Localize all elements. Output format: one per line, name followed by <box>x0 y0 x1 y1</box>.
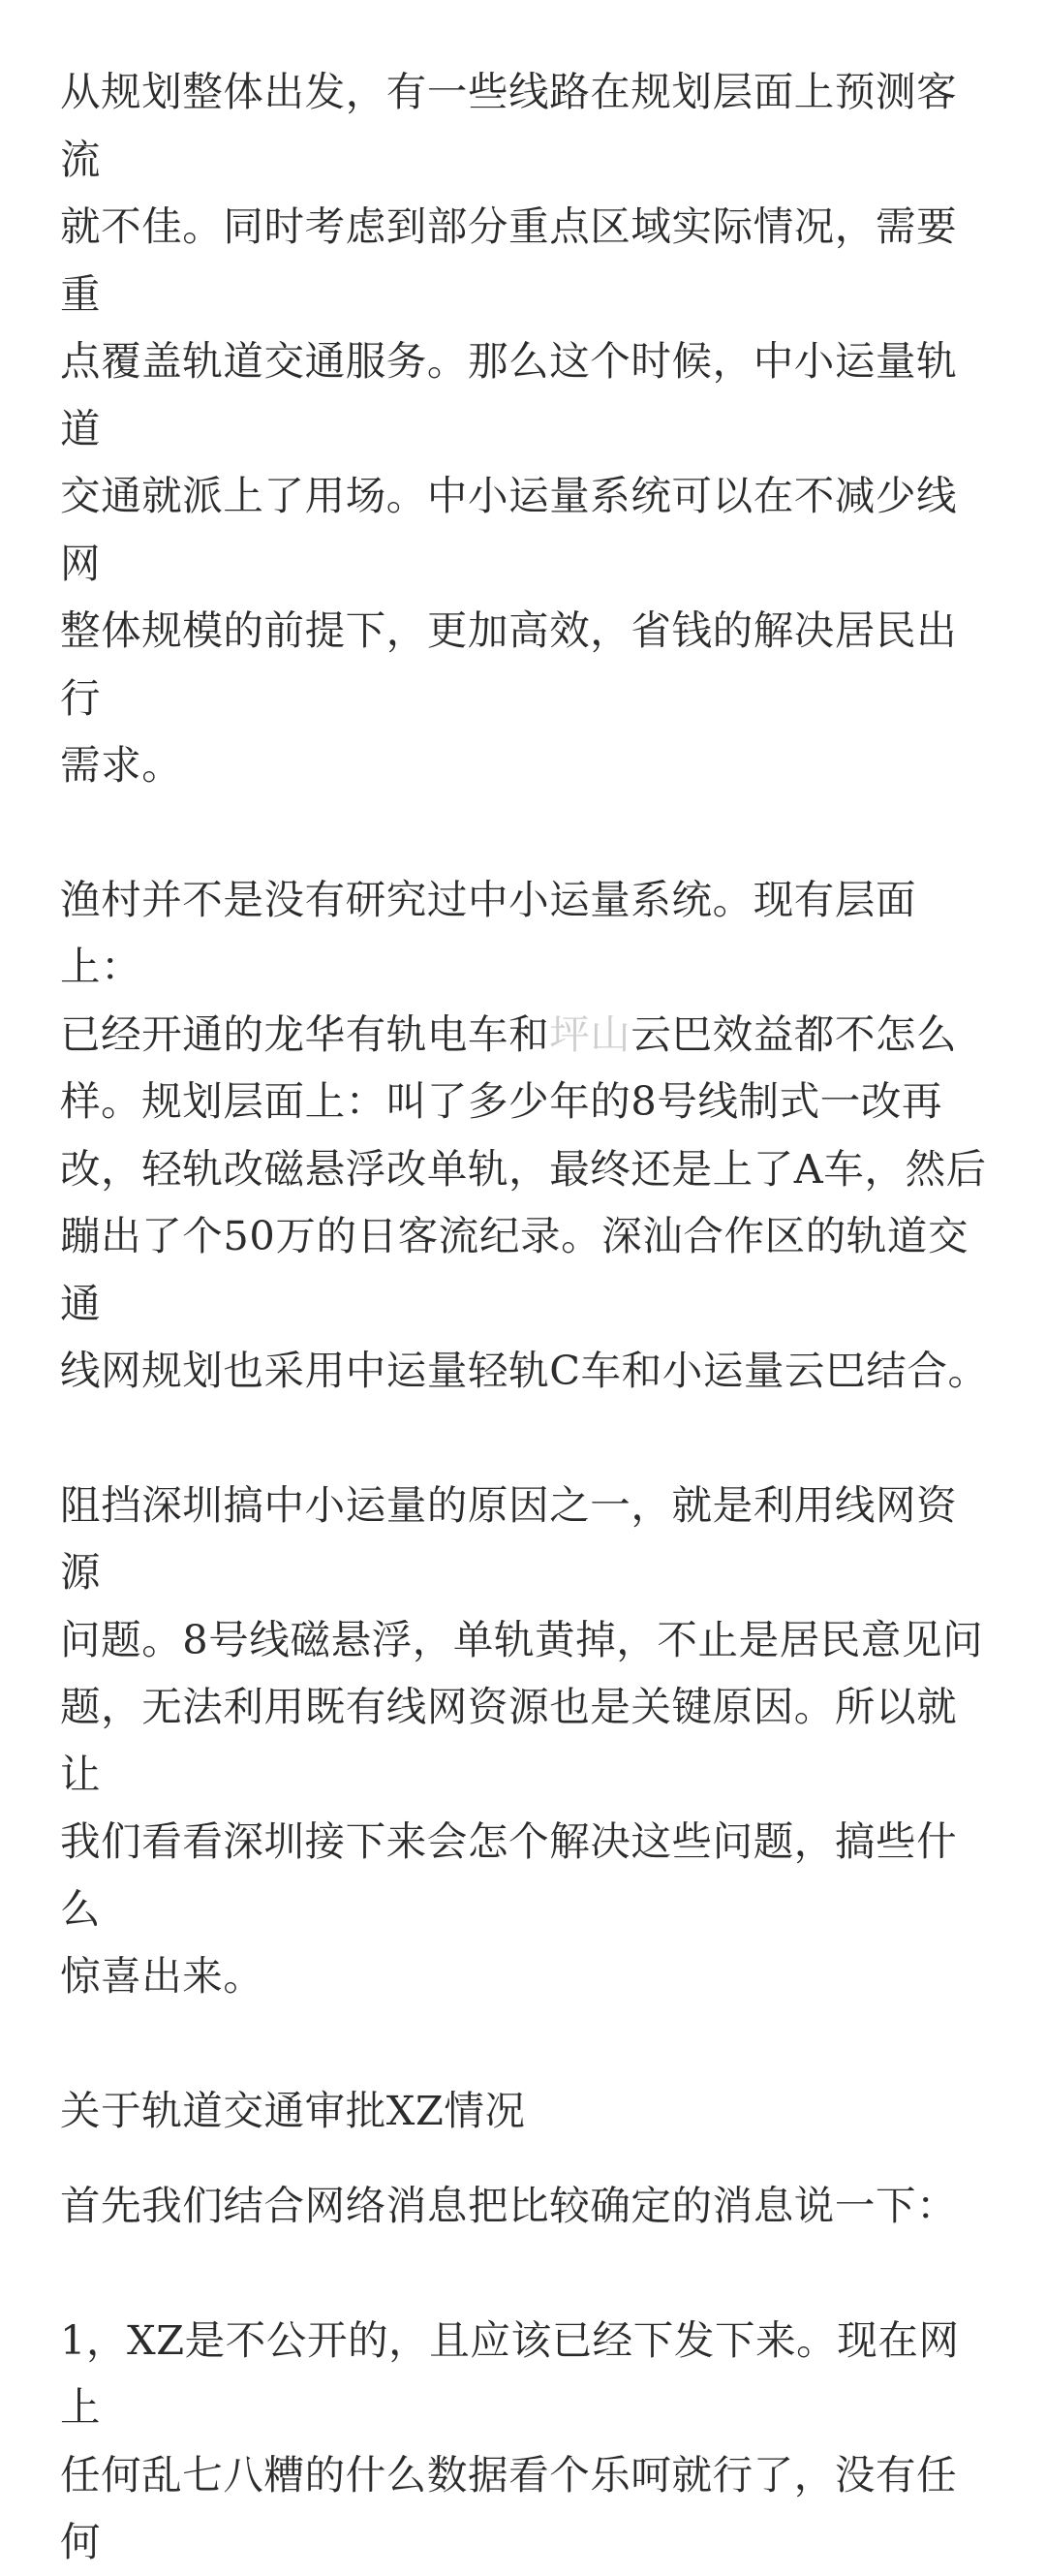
paragraph-planning: 从规划整体出发，有一些线路在规划层面上预测客流 就不佳。同时考虑到部分重点区域实际情况，需要重 点覆盖轨道交通服务。那么这个时候，中小运量轨道 交通就派上了用场。中小运量系统可以在不减少线网 整体规模的前提下，更加高效，省钱的解决居民出行 需求。 <box>60 68 958 789</box>
paragraph-spacer <box>60 1405 990 1472</box>
paragraph-spacer <box>60 2240 990 2307</box>
paragraph-spacer <box>60 799 990 866</box>
paragraph-obstacles: 阻挡深圳搞中小运量的原因之一，就是利用线网资源 问题。8号线磁悬浮，单轨黄掉，不止是居民意见问 题，无法利用既有线网资源也是关键原因。所以就让 我们看看深圳接下来会怎个解决这些问题，搞些什么 惊喜出来。 <box>60 1480 984 2000</box>
paragraph-point-one: 1，XZ是不公开的，且应该已经下发下来。现在网上 任何乱七八糟的什么数据看个乐呵就行了，没有任何 <box>60 2315 960 2565</box>
article-body <box>60 58 990 2576</box>
paragraph-spacer <box>60 2144 990 2172</box>
paragraph-fishing-village-text-end: 云巴效益都不怎么 样。规划层面上：叫了多少年的8号线制式一改再 改，轻轨改磁悬浮改单轨，最终还是上了A车，然后 蹦出了个50万的日客流纪录。深汕合作区的轨道交通 线网规划也采用中运量轻轨C车和小运量云巴结合。 <box>60 1009 989 1394</box>
paragraph-fishing-village <box>60 866 990 1405</box>
faded-text: 坪山 <box>549 1009 631 1058</box>
section-heading: 关于轨道交通审批XZ情况 <box>60 2086 526 2134</box>
paragraph-intro: 首先我们结合网络消息把比较确定的消息说一下： <box>60 2182 958 2229</box>
paragraph-fishing-village-text-start: 渔村并不是没有研究过中小运量系统。现有层面上： 已经开通的龙华有轨电车和 <box>60 875 917 1058</box>
paragraph-spacer <box>60 2010 990 2077</box>
